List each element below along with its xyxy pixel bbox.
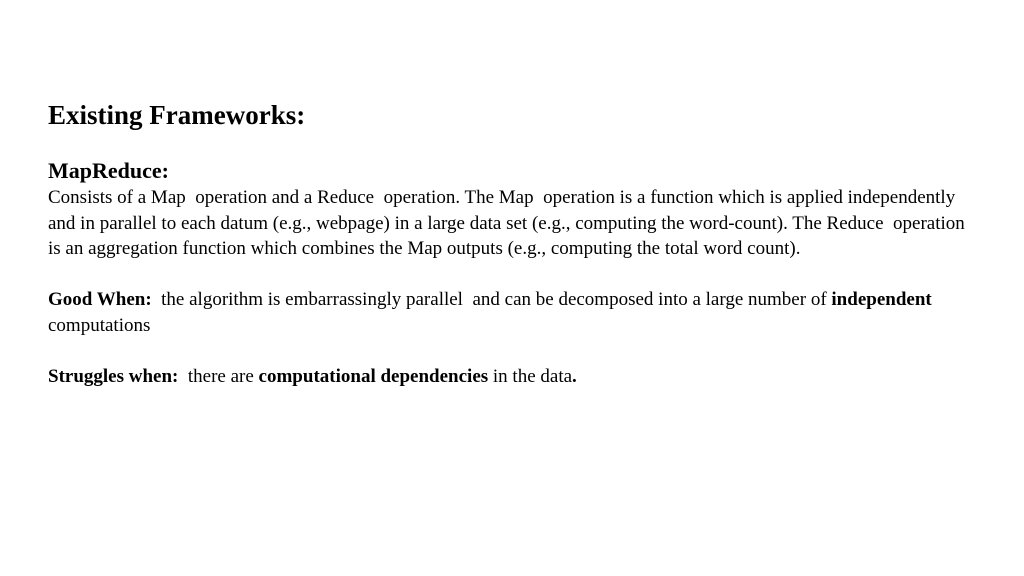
good-when-emphasis: independent: [831, 289, 932, 310]
good-when-label: Good When:: [48, 289, 152, 310]
good-when-text-before: the algorithm is embarrassingly parallel and can be decomposed into a large number of: [151, 289, 832, 310]
mapreduce-title: MapReduce:: [48, 158, 169, 183]
struggles-when-text-after: in the data: [488, 365, 573, 387]
struggles-when-paragraph: [48, 364, 978, 390]
struggles-when-period: .: [572, 365, 577, 387]
good-when-paragraph: [48, 287, 978, 338]
slide-content: [48, 98, 978, 389]
good-when-text-after: computations: [48, 289, 937, 336]
struggles-when-text-before: there are: [178, 365, 259, 387]
struggles-when-label: Struggles when:: [48, 365, 179, 387]
mapreduce-description: Consists of a Map operation and a Reduce operation. The Map operation is a function which is applied independently and in parallel to each datum (e.g., webpage) in a large data set (e.g., computing the word-count). The Reduce operation is an aggregation function which combines the Map outputs (e.g., computing the total word count).: [48, 187, 970, 259]
page-title: Existing Frameworks:: [48, 100, 306, 130]
struggles-when-emphasis: computational dependencies: [258, 365, 489, 387]
